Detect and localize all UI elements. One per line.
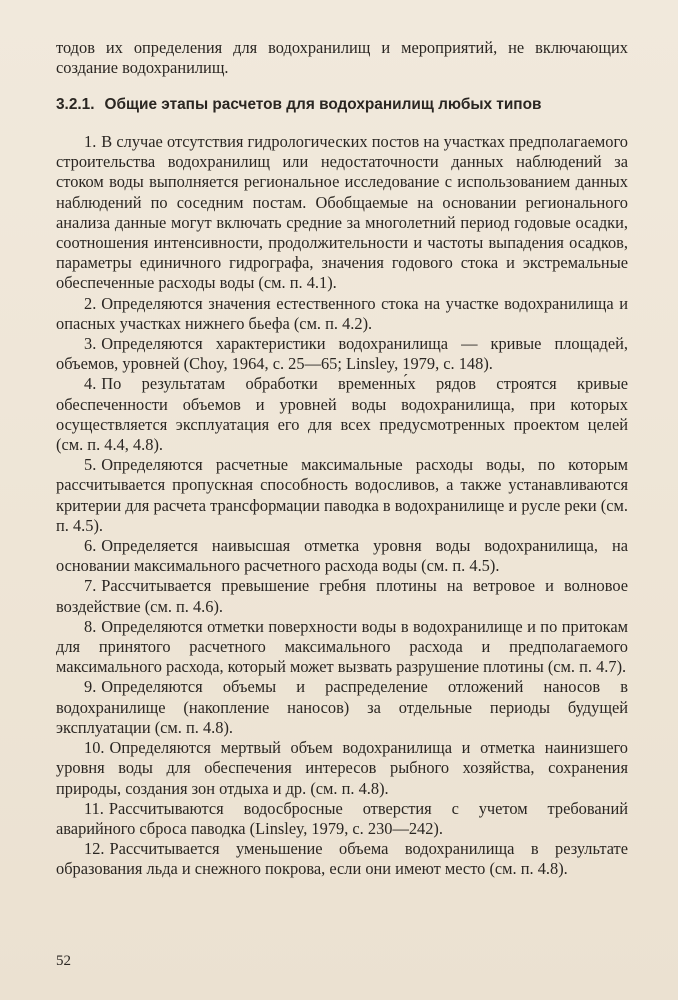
list-item bbox=[56, 374, 628, 455]
item-number: 10. bbox=[84, 738, 105, 758]
item-text: Определяются мертвый объем водохранилища и отметка наинизшего уровня воды для обеспечения интересов рыбного хозяйства, сохранения природы, создания зон отдыха и др. (см. п. 4.8). bbox=[56, 738, 628, 798]
list-item bbox=[56, 576, 628, 616]
page-number: 52 bbox=[56, 953, 71, 969]
section-title: Общие этапы расчетов для водохранилищ любых типов bbox=[104, 96, 542, 113]
list-item bbox=[56, 132, 628, 294]
section-number: 3.2.1. bbox=[56, 96, 95, 113]
item-text: Рассчитывается превышение гребня плотины на ветровое и волновое воздействие (см. п. 4.6). bbox=[56, 576, 628, 616]
item-number: 2. bbox=[84, 293, 97, 313]
item-text: Рассчитывается уменьшение объема водохранилища в результате образования льда и снежного покрова, если они имеют место (см. п. 4.8). bbox=[56, 839, 628, 879]
item-text: Определяются отметки поверхности воды в водохранилище и по притокам для принятого расчетного максимального расхода и предполагаемого максимального расхода, который может вызвать разрушение плотины (см. п. 4.7). bbox=[56, 616, 628, 677]
item-number: 3. bbox=[84, 334, 97, 354]
intro-paragraph: тодов их определения для водохранилищ и мероприятий, не включающих создание водохранилищ. bbox=[56, 38, 628, 78]
item-text: Определяются характеристики водохранилища — кривые площадей, объемов, уровней (Choy, 1964, с. 25—65; Linsley, 1979, с. 148). bbox=[56, 334, 628, 374]
list-item bbox=[56, 536, 628, 576]
item-text: Рассчитываются водосбросные отверстия с учетом требований аварийного сброса паводка (Linsley, 1979, с. 230—242). bbox=[56, 798, 628, 838]
list-item bbox=[56, 617, 628, 678]
item-text: В случае отсутствия гидрологических постов на участках предполагаемого строительства водохранилищ или недостаточности данных наблюдений за стоком воды выполняется региональное исследование с использованием данных наблюдений по соседним постам. Обобщаемые на основании регионального анализа данные могут включать средние за многолетний период годовые осадки, соотношения интенсивности, продолжительности и частоты выпадения осадков, параметры единичного гидрографа, значения годового стока и экстремальные обеспеченные расходы воды (см. п. 4.1). bbox=[56, 132, 628, 293]
list-item bbox=[56, 839, 628, 879]
item-text: Определяется наивысшая отметка уровня воды водохранилища, на основании максимального расчетного расхода воды (см. п. 4.5). bbox=[56, 536, 628, 576]
item-number: 6. bbox=[84, 536, 97, 556]
list-item bbox=[56, 738, 628, 799]
item-number: 5. bbox=[84, 455, 97, 475]
steps-list bbox=[56, 132, 628, 880]
item-number: 4. bbox=[84, 374, 97, 394]
item-number: 8. bbox=[84, 616, 97, 636]
item-text: По результатам обработки временны́х рядов строятся кривые обеспеченности объемов и уровней воды водохранилища, при которых осуществляется эксплуатация его для всех предусмотренных проектом целей (см. п. 4.4, 4.8). bbox=[56, 374, 628, 455]
item-number: 7. bbox=[84, 576, 97, 596]
item-text: Определяются значения естественного стока на участке водохранилища и опасных участках нижнего бьефа (см. п. 4.2). bbox=[56, 293, 628, 333]
item-number: 11. bbox=[84, 798, 104, 818]
list-item bbox=[56, 455, 628, 536]
list-item bbox=[56, 294, 628, 334]
item-number: 1. bbox=[84, 132, 97, 151]
item-number: 9. bbox=[84, 677, 97, 697]
list-item bbox=[56, 677, 628, 738]
list-item bbox=[56, 334, 628, 374]
item-text: Определяются расчетные максимальные расходы воды, по которым рассчитывается пропускная способность водосливов, а также устанавливаются критерии для расчета трансформации паводка в водохранилище и русле реки (см. п. 4.5). bbox=[56, 455, 628, 535]
item-number: 12. bbox=[84, 839, 105, 859]
section-heading bbox=[56, 95, 628, 115]
item-text: Определяются объемы и распределение отложений наносов в водохранилище (накопление наносов) за отдельные периоды будущей эксплуатации (см. п. 4.8). bbox=[56, 677, 628, 737]
list-item bbox=[56, 799, 628, 839]
